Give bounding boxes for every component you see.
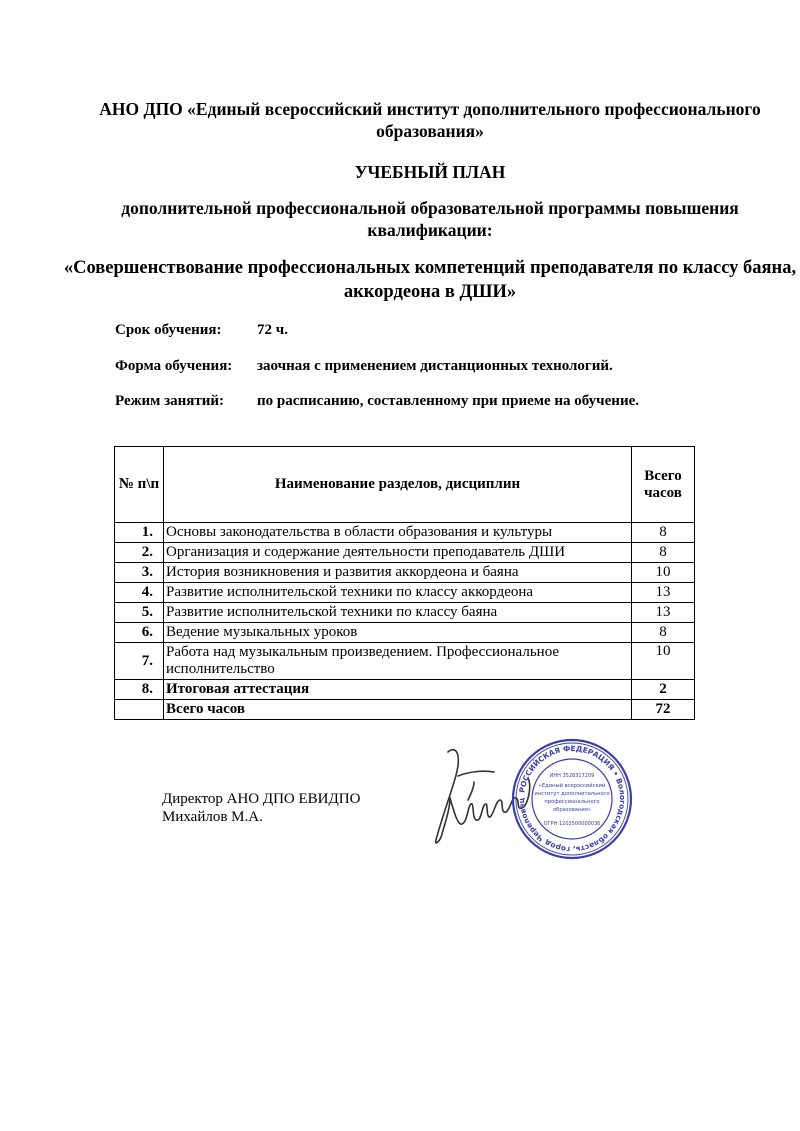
organization-name: АНО ДПО «Единый всероссийский институт дополнительного профессионального образования» <box>99 99 761 141</box>
row-number: 8. <box>115 680 164 700</box>
schedule-value: по расписанию, составленному при приеме на обучение. <box>257 393 639 409</box>
row-hours: 8 <box>632 543 695 563</box>
svg-text:образования»: образования» <box>552 807 592 813</box>
row-name: Развитие исполнительской техники по классу баяна <box>164 603 632 623</box>
table-row <box>115 563 695 583</box>
table-row <box>115 543 695 563</box>
plan-title: УЧЕБНЫЙ ПЛАН <box>354 162 506 182</box>
row-number: 2. <box>115 543 164 563</box>
program-type: дополнительной профессиональной образовательной программы повышения квалификации: <box>121 198 739 240</box>
schedule-row <box>115 391 639 411</box>
signer-name: Михайлов М.А. <box>162 809 263 825</box>
header-hours: Всего часов <box>632 447 695 523</box>
row-hours: 10 <box>632 643 695 680</box>
svg-text:ИНН 3528317209: ИНН 3528317209 <box>549 773 595 779</box>
svg-text:«Единый всероссийский: «Единый всероссийский <box>538 783 606 789</box>
row-number: 7. <box>115 643 164 680</box>
official-stamp <box>510 737 634 861</box>
row-hours: 2 <box>632 680 695 700</box>
row-number: 3. <box>115 563 164 583</box>
row-hours: 13 <box>632 603 695 623</box>
signer-position: Директор АНО ДПО ЕВИДПО <box>162 791 361 807</box>
row-name: Итоговая аттестация <box>164 680 632 700</box>
duration-label: Срок обучения: <box>115 322 222 338</box>
form-value: заочная с применением дистанционных технологий. <box>257 358 613 374</box>
table-header-row <box>115 447 695 523</box>
total-number <box>115 700 164 720</box>
table-row <box>115 603 695 623</box>
row-name: Работа над музыкальным произведением. Профессиональное исполнительство <box>164 643 632 680</box>
row-hours: 13 <box>632 583 695 603</box>
header-name: Наименование разделов, дисциплин <box>164 447 632 523</box>
form-row <box>115 356 613 376</box>
row-hours: 8 <box>632 523 695 543</box>
signer-block <box>162 790 360 826</box>
schedule-label: Режим занятий: <box>115 393 225 409</box>
curriculum-table <box>114 446 695 720</box>
row-name: Основы законодательства в области образования и культуры <box>164 523 632 543</box>
row-name: Развитие исполнительской техники по классу аккордеона <box>164 583 632 603</box>
header-number: № п\п <box>115 447 164 523</box>
svg-text:ОГРН 1203500000036: ОГРН 1203500000036 <box>543 821 601 827</box>
table-row <box>115 680 695 700</box>
svg-text:РОССИЙСКАЯ ФЕДЕРАЦИЯ • Вологод: РОССИЙСКАЯ ФЕДЕРАЦИЯ • Вологодская область, город Череповец <box>516 743 628 855</box>
title-block <box>60 98 800 304</box>
program-name: «Совершенствование профессиональных компетенций преподавателя по классу баяна, аккордеона в ДШИ» <box>63 258 797 302</box>
table-row <box>115 623 695 643</box>
total-row <box>115 700 695 720</box>
duration-row <box>115 320 288 340</box>
row-name: Организация и содержание деятельности преподаватель ДШИ <box>164 543 632 563</box>
table-row <box>115 643 695 680</box>
svg-text:институт дополнительного: институт дополнительного <box>534 791 610 797</box>
form-label: Форма обучения: <box>115 358 233 374</box>
table-row <box>115 523 695 543</box>
svg-text:профессионального: профессионального <box>544 799 600 805</box>
total-label: Всего часов <box>164 700 632 720</box>
row-name: Ведение музыкальных уроков <box>164 623 632 643</box>
row-number: 5. <box>115 603 164 623</box>
row-number: 4. <box>115 583 164 603</box>
total-hours: 72 <box>632 700 695 720</box>
row-hours: 8 <box>632 623 695 643</box>
duration-value: 72 ч. <box>257 322 288 338</box>
table-row <box>115 583 695 603</box>
row-name: История возникновения и развития аккордеона и баяна <box>164 563 632 583</box>
row-hours: 10 <box>632 563 695 583</box>
row-number: 1. <box>115 523 164 543</box>
row-number: 6. <box>115 623 164 643</box>
